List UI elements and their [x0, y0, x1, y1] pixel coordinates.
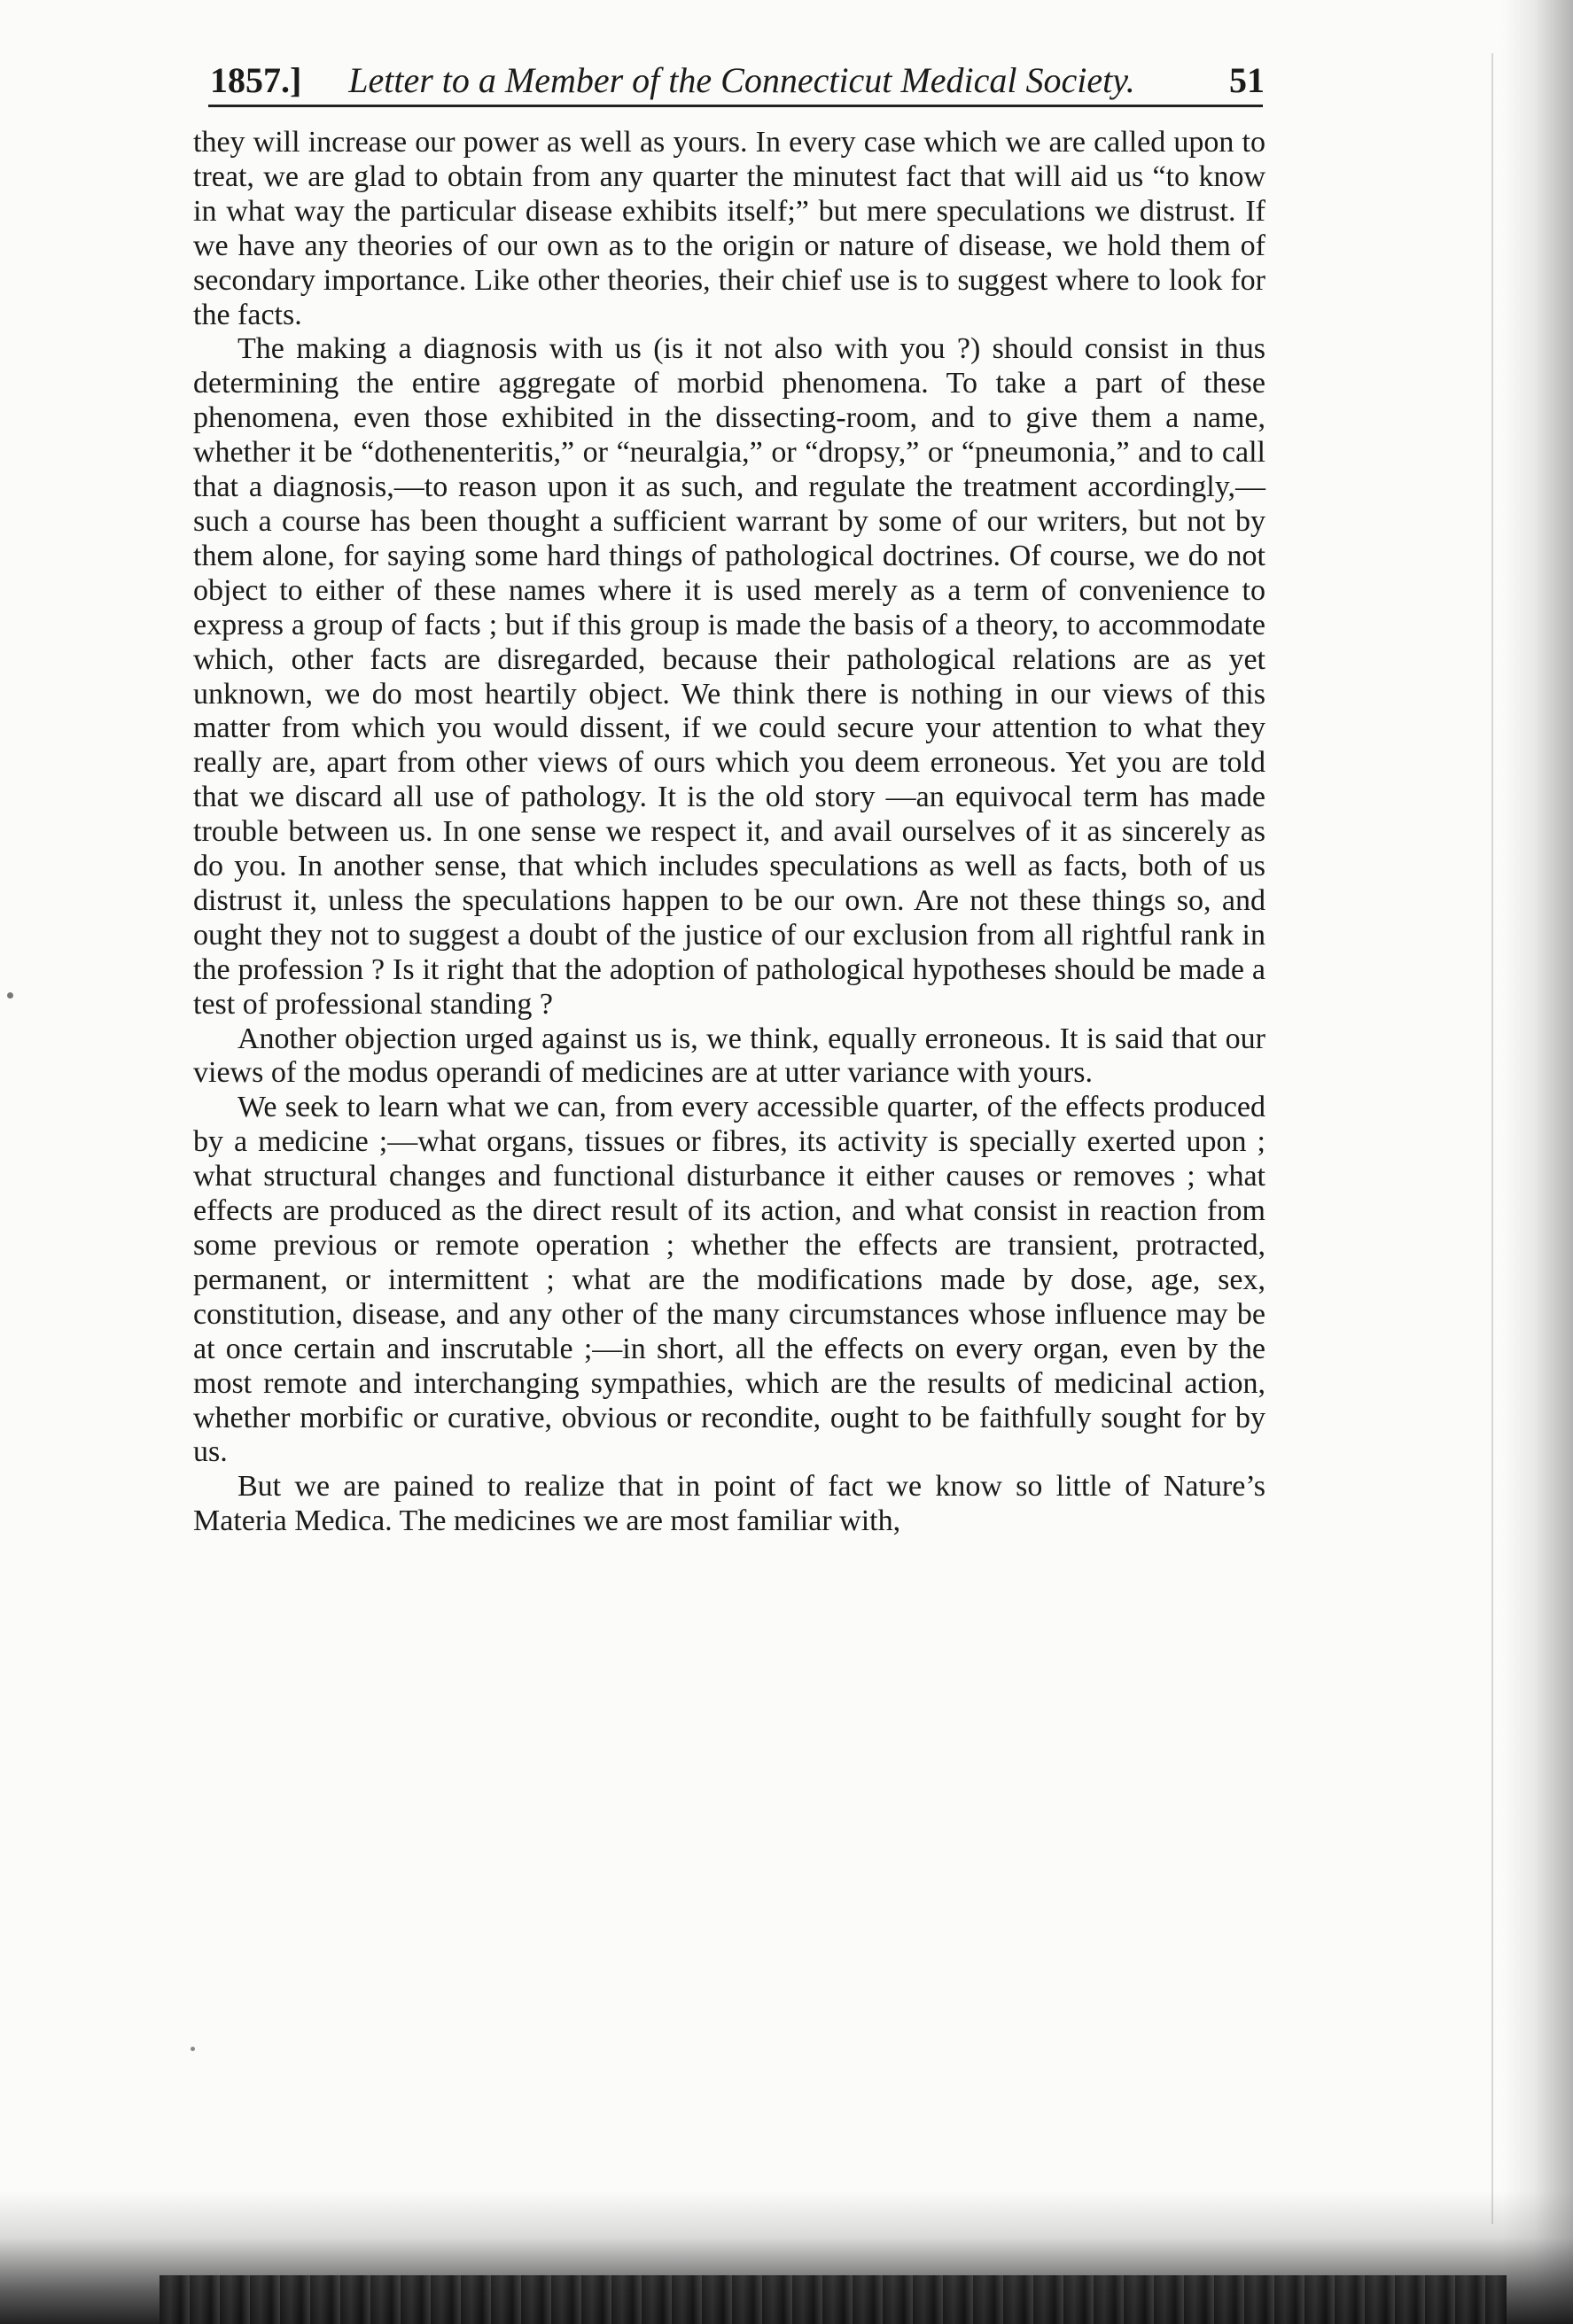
paragraph: they will increase our power as well as yours. In every case which we are called upon to treat, we are glad to obtain from any quarter the minutest fact that will aid us “to know in what way the particular disease exhibits itself;” but mere speculations we distrust. If we have any theories of our own as to the origin or nature of disease, we hold them of secondary importance. Like other theories, their chief use is to suggest where to look for the facts. — [193, 126, 1265, 331]
paragraph: The making a diagnosis with us (is it not also with you ?) should consist in thus determining the entire aggregate of morbid phenomena. To take a part of these phenomena, even those exhibited in the dissecting-room, and to give them a name, whether it be “dothenenteritis,” or “neuralgia,” or “dropsy,” or “pneumonia,” and to call that a diagnosis,—to reason upon it as such, and regulate the treatment accordingly,—such a course has been thought a sufficient warrant by some of our writers, but not by them alone, for saying some hard things of pathological doctrines. Of course, we do not object to either of these names where it is used merely as a term of convenience to express a group of facts ; but if this group is made the basis of a theory, to accommodate which, other facts are disregarded, because their pathological relations are as yet unknown, we do most heartily object. We think there is nothing in our views of this matter from which you would dissent, if we could secure your attention to what they really are, apart from other views of ours which you deem erroneous. Yet you are told that we discard all use of pathology. It is the old story —an equivocal term has made trouble between us. In one sense we respect it, and avail ourselves of it as sincerely as do you. In another sense, that which includes speculations as well as facts, both of us distrust it, unless the speculations happen to be our own. Are not these things so, and ought they not to suggest a doubt of the justice of our exclusion from all rightful rank in the profession ? Is it right that the adoption of pathological hypotheses should be made a test of professional standing ? — [193, 332, 1265, 1021]
page-right-shadow — [1502, 0, 1573, 2324]
binding-edge-line — [1491, 53, 1493, 2224]
header-rule — [208, 105, 1263, 107]
scan-mark — [191, 2047, 195, 2051]
scan-speck — [7, 992, 13, 999]
paragraph: We seek to learn what we can, from every accessible quarter, of the effects produced by a medicine ;—what organs, tissues or fibres, its activity is specially exerted upon ; what structural changes and functional disturbance it either causes or removes ; what effects are produced as the direct result of its action, and what consist in reaction from some previous or remote operation ; whether the effects are transient, protracted, permanent, or intermittent ; what are the modifications made by dose, age, sex, constitution, disease, and any other of the many circumstances whose influence may be at once certain and inscrutable ;—in short, all the effects on every organ, even by the most remote and interchanging sympathies, which are the results of medicinal action, whether morbific or curative, obvious or recondite, ought to be faithfully sought for by us. — [193, 1091, 1265, 1469]
scanner-dark-strip — [160, 2275, 1507, 2324]
page-header — [210, 51, 1265, 110]
page-number: 51 — [1229, 60, 1265, 100]
running-title: Letter to a Member of the Connecticut Medical Society. — [348, 60, 1135, 100]
paragraph: Another objection urged against us is, we think, equally erroneous. It is said that our views of the modus operandi of medicines are at utter variance with yours. — [193, 1022, 1265, 1090]
paragraph: But we are pained to realize that in point of fact we know so little of Nature’s Materia Medica. The medicines we are most familiar with, — [193, 1470, 1265, 1538]
header-year: 1857.] — [210, 60, 302, 100]
body-text — [193, 126, 1265, 1539]
